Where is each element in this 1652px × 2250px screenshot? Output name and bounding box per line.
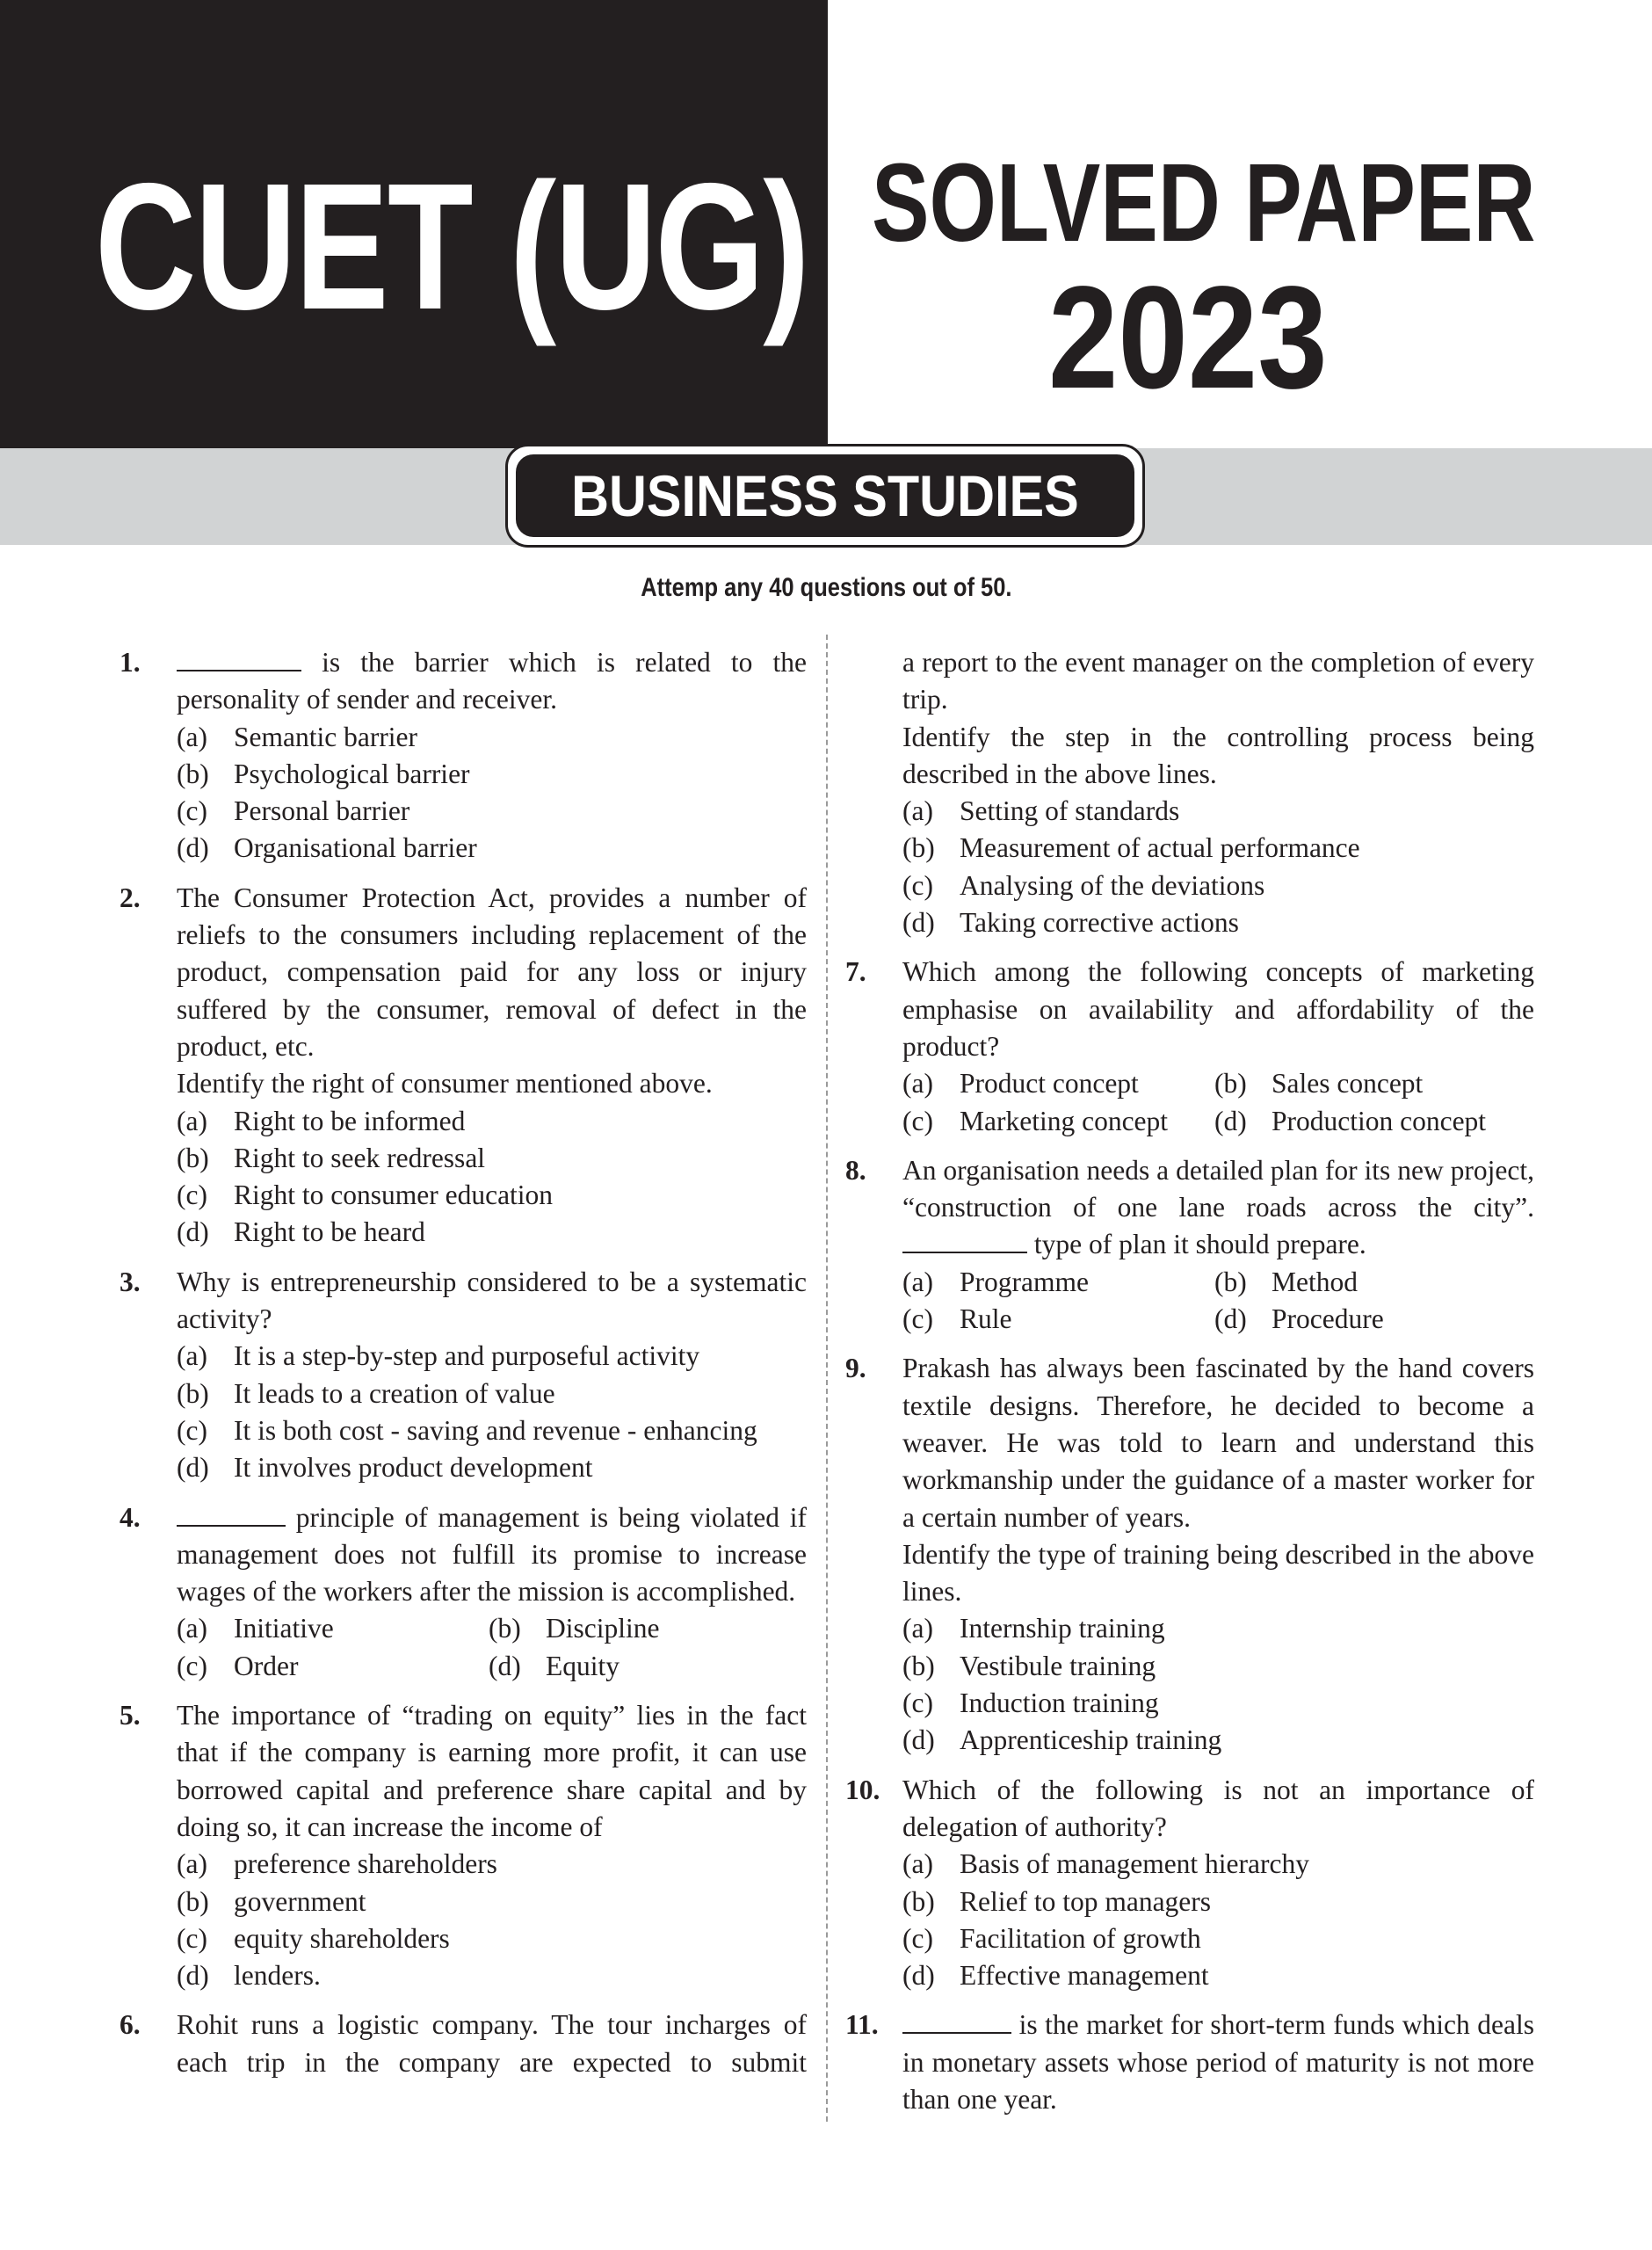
question-4	[120, 1499, 807, 1685]
stem-text: principle of management is being violated if management does not fulfill its promise to increase wages of the workers after the mission is accomplished.	[177, 1501, 807, 1608]
option-text: Effective management	[960, 1960, 1209, 1992]
stem-text: Identify the right of consumer mentioned above.	[177, 1068, 713, 1100]
option-label: (a)	[177, 1105, 207, 1136]
option-label: (c)	[902, 1303, 933, 1335]
option-label: (d)	[489, 1650, 521, 1681]
question-stem	[902, 1152, 1534, 1264]
stem-text: Why is entrepreneurship considered to be a systematic activity?	[177, 1266, 807, 1335]
option-b[interactable]	[902, 1883, 1534, 1920]
question-stem	[177, 1697, 807, 1846]
right-column	[845, 644, 1534, 2130]
options-list	[177, 1610, 807, 1685]
option-d[interactable]	[177, 1957, 807, 1994]
option-label: (a)	[902, 1068, 933, 1100]
option-text: Psychological barrier	[234, 758, 470, 789]
option-label: (a)	[902, 1266, 933, 1297]
question-stem	[902, 2007, 1534, 2118]
option-a[interactable]	[177, 1846, 807, 1883]
option-label: (a)	[902, 795, 933, 827]
option-text: equity shareholders	[234, 1922, 450, 1954]
option-d[interactable]	[1214, 1103, 1534, 1140]
option-c[interactable]	[902, 1301, 1214, 1338]
stem-text: type of plan it should prepare.	[1033, 1229, 1366, 1260]
options-list	[902, 1065, 1534, 1140]
option-text: Order	[234, 1650, 299, 1681]
option-text: Right to be informed	[234, 1105, 466, 1136]
question-5	[120, 1697, 807, 1994]
option-text: Vestibule training	[960, 1650, 1156, 1681]
option-d[interactable]	[902, 1722, 1534, 1759]
question-number: 8.	[845, 1154, 866, 1186]
question-8	[845, 1152, 1534, 1338]
option-label: (b)	[177, 1142, 209, 1173]
option-label: (d)	[177, 1960, 209, 1992]
option-b[interactable]	[1214, 1264, 1534, 1301]
option-label: (b)	[489, 1613, 521, 1644]
option-a[interactable]	[177, 1610, 489, 1647]
option-label: (b)	[902, 1885, 935, 1917]
stem-text: Prakash has always been fascinated by the hand covers textile designs. Therefore, he decided to become a weaver. He was told to learn and understand this workmanship under the guidance of a master worker for a certain number of years.	[902, 1353, 1534, 1533]
option-label: (a)	[177, 1340, 207, 1372]
option-text: Taking corrective actions	[960, 907, 1239, 939]
option-label: (b)	[1214, 1068, 1247, 1100]
options-list	[902, 793, 1534, 941]
option-a[interactable]	[902, 793, 1534, 830]
option-label: (a)	[177, 721, 207, 752]
question-7	[845, 954, 1534, 1139]
option-label: (d)	[902, 1960, 935, 1992]
stem-text: The importance of “trading on equity” lies in the fact that if the company is earning more profit, it can use borrowed capital and preference share capital and by doing so, it can increase the income of	[177, 1700, 807, 1842]
question-number: 3.	[120, 1266, 141, 1297]
options-list	[177, 1846, 807, 1994]
fill-blank	[902, 1229, 1027, 1253]
option-label: (c)	[902, 869, 933, 901]
option-text: Semantic barrier	[234, 721, 418, 752]
option-b[interactable]	[1214, 1065, 1534, 1102]
stem-text: Identify the step in the controlling process being described in the above lines.	[902, 721, 1534, 789]
option-text: Sales concept	[1272, 1068, 1424, 1100]
stem-text: is the barrier which is related to the personality of sender and receiver.	[177, 647, 808, 715]
option-label: (b)	[177, 1377, 209, 1409]
question-number: 10.	[845, 1774, 880, 1805]
option-text: preference shareholders	[234, 1848, 497, 1880]
option-label: (b)	[902, 832, 935, 864]
question-9	[845, 1350, 1534, 1759]
option-a[interactable]	[902, 1264, 1214, 1301]
option-text: Setting of standards	[960, 795, 1180, 827]
option-a[interactable]	[902, 1610, 1534, 1647]
stem-text: Identify the type of training being described in the above lines.	[902, 1538, 1534, 1608]
question-number: 7.	[845, 956, 866, 988]
option-b[interactable]	[177, 1375, 807, 1412]
options-list	[902, 1264, 1534, 1339]
option-b[interactable]	[902, 830, 1534, 867]
option-label: (c)	[902, 1105, 933, 1136]
option-label: (c)	[177, 1922, 207, 1954]
option-c[interactable]	[177, 1177, 807, 1214]
option-a[interactable]	[902, 1065, 1214, 1102]
option-text: Right to seek redressal	[234, 1142, 486, 1173]
option-label: (a)	[177, 1613, 207, 1644]
option-text: Procedure	[1272, 1303, 1384, 1335]
question-11	[845, 2007, 1534, 2118]
stem-text: An organisation needs a detailed plan for its new project, “construction of one lane roads across the city”.	[902, 1154, 1534, 1223]
option-text: It leads to a creation of value	[234, 1377, 555, 1409]
option-label: (b)	[902, 1650, 935, 1681]
option-text: Measurement of actual performance	[960, 832, 1360, 864]
paper-label: SOLVED PAPER	[872, 141, 1536, 265]
question-stem	[902, 644, 1534, 793]
fill-blank	[177, 1502, 286, 1527]
option-label: (b)	[1214, 1266, 1247, 1297]
option-text: Equity	[546, 1650, 620, 1681]
option-text: Basis of management hierarchy	[960, 1848, 1309, 1880]
option-label: (c)	[177, 1414, 207, 1446]
fill-blank	[177, 647, 301, 671]
option-text: Rule	[960, 1303, 1012, 1335]
stem-text: Rohit runs a logistic company. The tour incharges of each trip in the company are expected to submit	[177, 2009, 807, 2078]
header-black-block	[0, 0, 828, 448]
subject-banner-inner	[516, 454, 1134, 537]
question-stem	[177, 1499, 807, 1611]
option-d[interactable]	[902, 1957, 1534, 1994]
question-2	[120, 880, 807, 1252]
option-text: Apprenticeship training	[960, 1724, 1222, 1756]
instructions-text: Attemp any 40 questions out of 50.	[640, 573, 1012, 602]
option-label: (d)	[1214, 1303, 1247, 1335]
question-stem	[177, 2007, 807, 2081]
option-text: Production concept	[1272, 1105, 1487, 1136]
option-d[interactable]	[177, 1449, 807, 1486]
option-label: (c)	[177, 795, 207, 827]
option-label: (b)	[177, 1885, 209, 1917]
option-text: Initiative	[234, 1613, 334, 1644]
option-a[interactable]	[177, 719, 807, 756]
question-stem	[177, 880, 807, 1103]
options-list	[902, 1846, 1534, 1994]
option-text: lenders.	[234, 1960, 321, 1992]
option-label: (a)	[177, 1848, 207, 1880]
question-6-continued	[845, 644, 1534, 941]
option-text: Discipline	[546, 1613, 660, 1644]
option-c[interactable]	[177, 793, 807, 830]
option-c[interactable]	[177, 1920, 807, 1957]
left-column	[120, 644, 807, 2081]
option-text: Internship training	[960, 1613, 1165, 1644]
option-c[interactable]	[177, 1648, 489, 1685]
option-text: Relief to top managers	[960, 1885, 1212, 1917]
option-d[interactable]	[489, 1648, 807, 1685]
option-label: (c)	[177, 1179, 207, 1211]
option-label: (a)	[902, 1848, 933, 1880]
option-label: (c)	[902, 1922, 933, 1954]
option-text: It involves product development	[234, 1452, 593, 1484]
option-a[interactable]	[177, 1103, 807, 1140]
question-stem	[902, 1350, 1534, 1610]
options-list	[177, 1103, 807, 1252]
option-d[interactable]	[902, 904, 1534, 941]
option-d[interactable]	[177, 830, 807, 867]
option-label: (a)	[902, 1613, 933, 1644]
option-text: Facilitation of growth	[960, 1922, 1201, 1954]
question-number: 9.	[845, 1353, 866, 1384]
question-stem	[177, 1264, 807, 1339]
question-stem	[902, 1772, 1534, 1847]
option-text: Programme	[960, 1266, 1089, 1297]
option-text: Right to be heard	[234, 1216, 425, 1248]
option-b[interactable]	[177, 1883, 807, 1920]
question-number: 5.	[120, 1700, 141, 1731]
subject-title: BUSINESS STUDIES	[571, 463, 1079, 528]
option-c[interactable]	[902, 1920, 1534, 1957]
stem-text: Which of the following is not an importance of delegation of authority?	[902, 1774, 1534, 1842]
option-b[interactable]	[177, 756, 807, 793]
option-text: Product concept	[960, 1068, 1139, 1100]
option-text: Right to consumer education	[234, 1179, 554, 1211]
option-label: (b)	[177, 758, 209, 789]
options-list	[902, 1610, 1534, 1759]
option-label: (d)	[177, 1216, 209, 1248]
option-c[interactable]	[177, 1412, 807, 1449]
option-label: (c)	[177, 1650, 207, 1681]
exam-title: CUET (UG)	[95, 146, 809, 347]
option-c[interactable]	[902, 867, 1534, 904]
option-text: Induction training	[960, 1688, 1159, 1719]
option-a[interactable]	[177, 1338, 807, 1375]
option-d[interactable]	[1214, 1301, 1534, 1338]
stem-text: The Consumer Protection Act, provides a number of reliefs to the consumers including replacement of the product, compensation paid for any loss or injury suffered by the consumer, removal of defect in the product, etc.	[177, 882, 807, 1062]
question-3	[120, 1264, 807, 1487]
question-1	[120, 644, 807, 867]
question-number: 4.	[120, 1501, 141, 1533]
option-b[interactable]	[489, 1610, 807, 1647]
stem-text: a report to the event manager on the completion of every trip.	[902, 647, 1534, 715]
column-divider	[826, 635, 828, 2122]
instructions	[0, 573, 1652, 603]
option-label: (c)	[902, 1688, 933, 1719]
stem-text: Which among the following concepts of marketing emphasise on availability and affordability of the product?	[902, 956, 1534, 1062]
question-number: 6.	[120, 2009, 141, 2041]
option-text: Analysing of the deviations	[960, 869, 1265, 901]
option-a[interactable]	[902, 1846, 1534, 1883]
option-d[interactable]	[177, 1214, 807, 1251]
option-b[interactable]	[177, 1140, 807, 1177]
options-list	[177, 719, 807, 867]
option-b[interactable]	[902, 1648, 1534, 1685]
option-label: (d)	[177, 1452, 209, 1484]
stem-text: is the market for short-term funds which deals in monetary assets whose period of maturity is not more than one year.	[902, 2009, 1534, 2115]
question-number: 11.	[845, 2009, 879, 2041]
option-text: Personal barrier	[234, 795, 410, 827]
option-c[interactable]	[902, 1103, 1214, 1140]
option-text: government	[234, 1885, 366, 1917]
option-label: (d)	[1214, 1105, 1247, 1136]
option-text: Marketing concept	[960, 1105, 1169, 1136]
option-text: Method	[1272, 1266, 1358, 1297]
question-6	[120, 2007, 807, 2081]
subject-banner	[505, 444, 1145, 548]
option-label: (d)	[177, 832, 209, 864]
option-text: It is both cost - saving and revenue - enhancing	[234, 1414, 757, 1446]
fill-blank	[902, 2009, 1011, 2034]
option-text: Organisational barrier	[234, 832, 477, 864]
question-number: 2.	[120, 882, 141, 913]
question-10	[845, 1772, 1534, 1995]
option-c[interactable]	[902, 1685, 1534, 1722]
option-label: (d)	[902, 907, 935, 939]
question-stem	[902, 954, 1534, 1065]
question-number: 1.	[120, 647, 141, 678]
options-list	[177, 1338, 807, 1486]
question-stem	[177, 644, 807, 719]
option-label: (d)	[902, 1724, 935, 1756]
paper-year: 2023	[1048, 257, 1328, 419]
option-text: It is a step-by-step and purposeful activity	[234, 1340, 700, 1372]
